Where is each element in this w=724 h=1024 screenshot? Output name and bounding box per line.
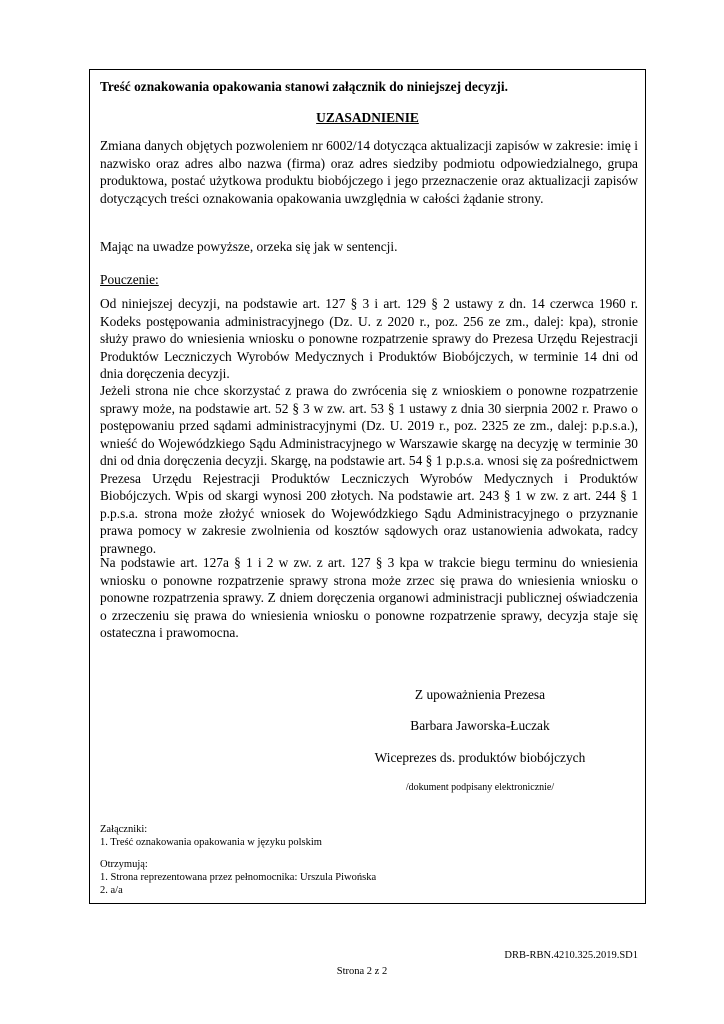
signature-name: Barbara Jaworska-Łuczak [410, 718, 550, 733]
conclusion-text: Mając na uwadze powyższe, orzeka się jak w sentencji. [100, 239, 398, 254]
attachments-block [100, 823, 322, 849]
attachment-note: Treść oznakowania opakowania stanowi załącznik do niniejszej decyzji. [100, 79, 508, 94]
attachments-heading: Załączniki: [100, 824, 148, 835]
signature-position: Wiceprezes ds. produktów biobójczych [374, 750, 586, 765]
recipients-block [100, 858, 376, 897]
attachment-item: 1. Treść oznakowania opakowania w języku polskim [100, 837, 322, 848]
instruction-heading: Pouczenie: [100, 272, 159, 287]
instruction-paragraph-3: Na podstawie art. 127a § 1 i 2 w zw. z art. 127 § 3 kpa w trakcie biegu terminu do wniesienia wniosku o ponowne rozpatrzenie sprawy strona może zrzec się prawa do wniesienia wniosku o ponowne rozpatrzenia sprawy. Z dniem doręczenia organowi administracji publicznej oświadczenia o zrzeczeniu się prawa do wniesienia wniosku o ponowne rozpatrzenie sprawy, decyzja staje się ostateczna i prawomocna. [100, 555, 638, 640]
recipient-item: 2. a/a [100, 885, 123, 896]
justification-title: UZASADNIENIE [316, 110, 419, 125]
signature-authorization: Z upoważnienia Prezesa [414, 687, 546, 702]
document-reference: DRB-RBN.4210.325.2019.SD1 [504, 950, 638, 961]
e-signature-note: /dokument podpisany elektronicznie/ [405, 782, 555, 793]
justification-paragraph: Zmiana danych objętych pozwoleniem nr 6002/14 dotycząca aktualizacji zapisów w zakresie: imię i nazwisko oraz adres albo nazwa (firma) oraz adres siedziby podmiotu odpowiedzialnego, grupa produktowa, postać użytkowa produktu biobójczego i jego przeznaczenie oraz aktualizacji zapisów dotyczących treści oznakowania opakowania uwzględnia w całości żądanie strony. [100, 138, 638, 206]
instruction-paragraph-1: Od niniejszej decyzji, na podstawie art. 127 § 3 i art. 129 § 2 ustawy z dn. 14 czerwca 1960 r. Kodeks postępowania administracyjnego (Dz. U. z 2020 r., poz. 256 ze zm., dalej: kpa), stronie służy prawo do wniesienia wniosku o ponowne rozpatrzenie sprawy do Prezesa Urzędu Rejestracji Produktów Leczniczych Wyrobów Medycznych i Produktów Biobójczych, w terminie 14 dni od dnia doręczenia decyzji. [100, 296, 638, 381]
instruction-paragraph-2: Jeżeli strona nie chce skorzystać z prawa do zwrócenia się z wnioskiem o ponowne rozpatrzenie sprawy może, na podstawie art. 52 § 3 w zw. art. 53 § 1 ustawy z dnia 30 sierpnia 2002 r. Prawo o postępowaniu przed sądami administracyjnymi (Dz. U. 2019 r., poz. 2325 ze zm., dalej: p.p.s.a.), wnieść do Wojewódzkiego Sądu Administracyjnego w Warszawie skargę na decyzję w terminie 30 dni od dnia doręczenia decyzji. Skargę, na podstawie art. 54 § 1 p.p.s.a. wnosi się za pośrednictwem Prezesa Urzędu Rejestracji Produktów Leczniczych Wyrobów Medycznych i Produktów Biobójczych. Wpis od skargi wynosi 200 złotych. Na podstawie art. 243 § 1 w zw. z art. 244 § 1 p.p.s.a. strona może złożyć wniosek do Wojewódzkiego Sądu Administracyjnego o przyznanie prawa pomocy w zakresie zwolnienia od kosztów sądowych oraz ustanowienia adwokata, radcy prawnego. [100, 383, 638, 556]
recipient-item: 1. Strona reprezentowana przez pełnomocnika: Urszula Piwońska [100, 872, 377, 883]
page-number: Strona 2 z 2 [336, 966, 388, 977]
recipients-heading: Otrzymują: [100, 859, 148, 870]
